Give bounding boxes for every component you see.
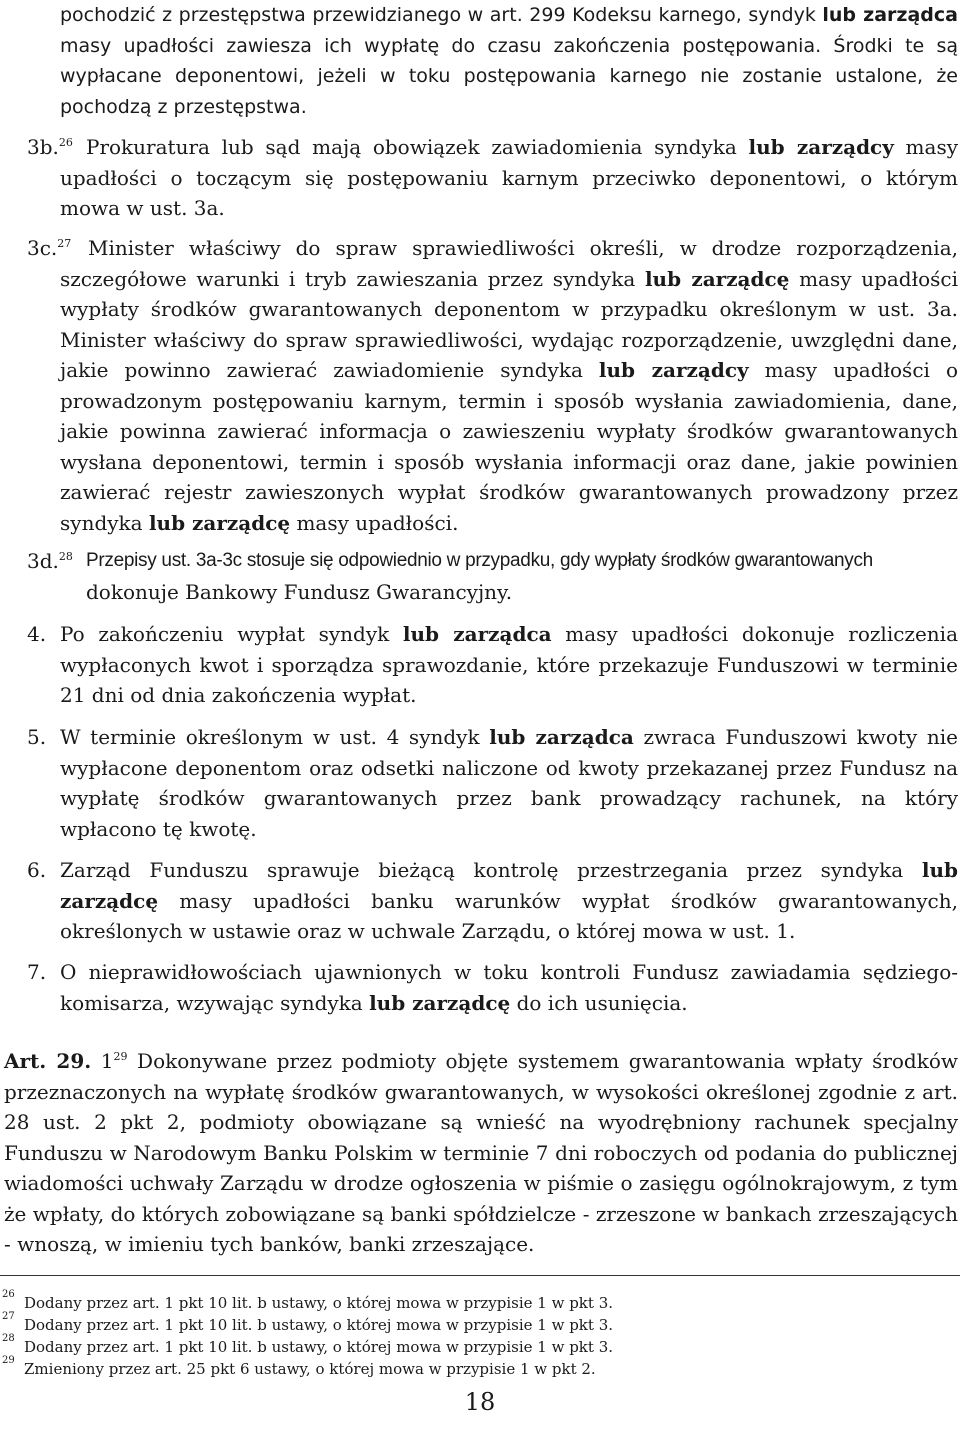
footnote-number: 26 (2, 1289, 15, 1300)
footnote-text: Zmieniony przez art. 25 pkt 6 ustawy, o której mowa w przypisie 1 w pkt 2. (24, 1360, 596, 1378)
text-run: masy upadłości o prowadzonym postępowaniu karnym, termin i sposób wysłania zawiadomienia, dane, jakie powinna zawierać informacja o zawieszeniu wypłaty środków gwarantowanych wysłana deponentowi, termin i sposób wysłania informacji oraz dane, jakie powinien zawierać rejestr zawieszonych wypłat środków gwarantowanych prowadzony przez syndyka (60, 358, 958, 535)
article-label: Art. 29. (4, 1049, 92, 1073)
text-run: do ich usunięcia. (510, 990, 688, 1015)
paragraph-label-6 (27, 855, 46, 886)
bold-term: lub zarządcy (748, 135, 894, 159)
text-run: masy upadłości banku warunków wypłat środków gwarantowanych, określonych w ustawie oraz w uchwale Zarządu, o której mowa w ust. 1. (60, 888, 958, 943)
label-text: 3c. (27, 236, 58, 260)
article-text: Dokonywane przez podmioty objęte systemem gwarantowania wpłaty środków przeznaczonych na wypłatę środków gwarantowanych, w wysokości określonej zgodnie z art. 28 ust. 2 pkt 2, podmioty obowiązane są wnieść na wyodrębniony rachunek specjalny Funduszu w Narodowym Banku Polskim w terminie 7 dni roboczych od podania do publicznej wiadomości uchwały Zarządu w drodze ogłoszenia w piśmie o zasięgu ogólnokrajowym, z tym że wpłaty, do których zobowiązane są banki spółdzielcze - zrzeszone w bankach zrzeszających - wnoszą, w imieniu tych banków, banki zrzeszające. (4, 1049, 959, 1256)
text-run: O nieprawidłowościach ujawnionych w toku kontroli Fundusz zawiadamia sędziego-komisarza, wzywając syndyka (60, 960, 958, 1015)
text-run: W terminie określonym w ust. 4 syndyk (60, 725, 490, 749)
paragraph-7 (60, 957, 958, 1018)
text-run: Zarząd Funduszu sprawuje bieżącą kontrolę przestrzegania przez syndyka (60, 858, 922, 882)
bold-term: lub zarządca (489, 725, 634, 749)
paragraph-3a-continuation (60, 0, 958, 122)
footnote-text: Dodany przez art. 1 pkt 10 lit. b ustawy, o której mowa w przypisie 1 w pkt 3. (24, 1316, 614, 1334)
text-run: pochodzić z przestępstwa przewidzianego w art. 299 Kodeksu karnego, syndyk (60, 4, 823, 26)
text-run: masy upadłości wypłaty środków gwarantowanych deponentom w przypadku określonym w ust. 3a. Minister właściwy do spraw sprawiedliwości, wydając rozporządzenie, uwzględni dane, jakie powinno zawierać zawiadomienie syndyka (60, 266, 958, 382)
paragraph-label-7 (27, 957, 46, 988)
article-subsection-number: 1 (100, 1049, 114, 1073)
paragraph-6 (60, 855, 958, 947)
paragraph-3b (60, 132, 958, 224)
label-text: 6. (27, 858, 47, 882)
footnote-divider (0, 1275, 960, 1276)
paragraph-5 (60, 722, 958, 844)
footnote-number: 28 (2, 1333, 15, 1344)
article-29 (4, 1046, 958, 1260)
bold-term: lub zarządcę (644, 266, 790, 291)
footnote-ref: 26 (58, 136, 73, 149)
footnote-ref: 27 (57, 237, 72, 250)
footnote-number: 29 (2, 1355, 15, 1366)
bold-term: lub zarządcę (60, 858, 958, 913)
paragraph-4 (60, 619, 958, 711)
text-run: Po zakończeniu wypłat syndyk (60, 622, 403, 646)
text-run: masy upadłości o toczącym się postępowaniu karnym przeciwko deponentowi, o którym mowa w ust. 3a. (60, 135, 959, 220)
text-run: Prokuratura lub sąd mają obowiązek zawiadomienia syndyka (86, 135, 749, 159)
text-run: Minister właściwy do spraw sprawiedliwości określi, w drodze rozporządzenia, szczegółowe warunki i tryb zawieszania przez syndyka (60, 236, 958, 291)
paragraph-label-5 (27, 722, 46, 753)
footnote-ref: 29 (113, 1050, 128, 1063)
footnote-text: Dodany przez art. 1 pkt 10 lit. b ustawy, o której mowa w przypisie 1 w pkt 3. (24, 1294, 614, 1312)
page-number: 18 (464, 1388, 496, 1416)
footnote-ref: 28 (58, 550, 73, 563)
bold-term: lub zarządcy (598, 358, 749, 382)
footnote-number: 27 (2, 1311, 15, 1322)
text-line: Przepisy ust. 3a-3c stosuje się odpowiednio w przypadku, gdy wypłaty środków gwarantowanych (86, 550, 873, 571)
bold-term: lub zarządca (402, 622, 552, 646)
bold-term: lub zarządcę (369, 990, 511, 1015)
footnote-text: Dodany przez art. 1 pkt 10 lit. b ustawy, o której mowa w przypisie 1 w pkt 3. (24, 1338, 614, 1356)
text-run: masy upadłości zawiesza ich wypłatę do czasu zakończenia postępowania. Środki te są wypłacane deponentowi, jeżeli w toku postępowania karnego nie zostanie ustalone, że pochodzą z przestępstwa. (60, 34, 958, 118)
text-run: zwraca Funduszowi kwoty nie wypłacone deponentom oraz odsetki naliczone od kwoty przekazanej przez Fundusz na wypłatę środków gwarantowanych przez bank prowadzący rachunek, na który wpłacono tę kwotę. (60, 725, 958, 841)
bold-term: lub zarządca (822, 4, 958, 26)
text-line: dokonuje Bankowy Fundusz Gwarancyjny. (86, 579, 513, 604)
paragraph-3d (60, 546, 958, 607)
label-text: 3b. (27, 135, 59, 159)
paragraph-label-4 (27, 619, 46, 650)
bold-term: lub zarządcę (148, 510, 291, 535)
label-text: 4. (27, 622, 47, 646)
label-text: 7. (27, 960, 47, 984)
text-run: masy upadłości. (290, 510, 459, 535)
text-run: masy upadłości dokonuje rozliczenia wypłaconych kwot i sporządza sprawozdanie, które przekazuje Funduszowi w terminie 21 dni od dnia zakończenia wypłat. (60, 622, 958, 707)
label-text: 3d. (27, 549, 59, 573)
paragraph-3c (60, 233, 958, 538)
label-text: 5. (27, 725, 47, 749)
